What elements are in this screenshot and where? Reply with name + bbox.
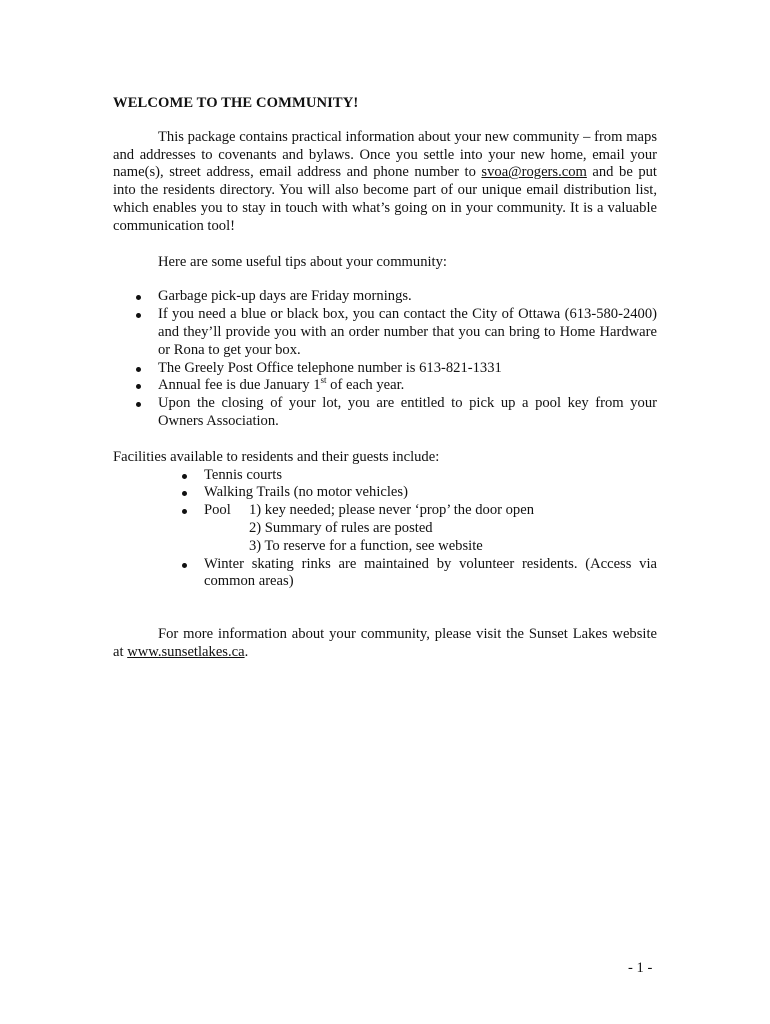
fee-text-2: of each year. (326, 377, 405, 394)
intro-paragraph (113, 129, 657, 236)
tip-post-office: The Greely Post Office telephone number is 613-821-1331 (158, 360, 657, 378)
fee-superscript: st (320, 374, 327, 385)
facility-tennis: Tennis courts (204, 467, 657, 485)
tip-annual-fee (158, 374, 657, 395)
email-link[interactable]: svoa@rogers.com (481, 164, 587, 181)
facility-pool (204, 502, 657, 555)
pool-rule-1: 1) key needed; please never ‘prop’ the door open (249, 502, 534, 519)
website-link[interactable]: www.sunsetlakes.ca (127, 643, 245, 660)
pool-rule-2: 2) Summary of rules are posted (249, 519, 433, 536)
more-info-end: . (244, 643, 249, 660)
pool-rule-3: 3) To reserve for a function, see website (249, 537, 483, 554)
more-info-paragraph (113, 626, 657, 662)
pool-row (204, 502, 657, 520)
tips-list (113, 288, 657, 430)
document-page (113, 95, 657, 662)
page-number: - 1 - (628, 960, 653, 976)
tip-pool-key: Upon the closing of your lot, you are entitled to pick up a pool key from your Owners Association. (158, 395, 657, 429)
facilities-list (113, 467, 657, 592)
more-info-text: For more information about your community, please visit the Sunset Lakes website at (113, 626, 657, 660)
tip-garbage: Garbage pick-up days are Friday mornings. (158, 288, 657, 306)
intro-text-2: and be put into the residents directory. You will also become part of our unique email distribution list, which enables you to stay in touch with what’s going on in your community. It is a valuable communication tool! (113, 164, 657, 234)
pool-label: Pool (204, 502, 231, 519)
facility-trails: Walking Trails (no motor vehicles) (204, 484, 657, 502)
facilities-heading: Facilities available to residents and their guests include: (113, 448, 440, 465)
fee-text-1: Annual fee is due January 1 (158, 377, 321, 394)
tips-heading: Here are some useful tips about your community: (158, 253, 447, 270)
tip-box: If you need a blue or black box, you can contact the City of Ottawa (613-580-2400) and they’ll provide you with an order number that you can bring to Home Hardware or Rona to get your box. (158, 306, 657, 358)
intro-text-1: This package contains practical information about your new community – from maps and addresses to covenants and bylaws. Once you settle into your new home, email your name(s), street address, email address and phone number to (113, 128, 657, 181)
facility-skating: Winter skating rinks are maintained by volunteer residents. (Access via common areas) (204, 555, 657, 590)
page-title: WELCOME TO THE COMMUNITY! (113, 95, 359, 111)
